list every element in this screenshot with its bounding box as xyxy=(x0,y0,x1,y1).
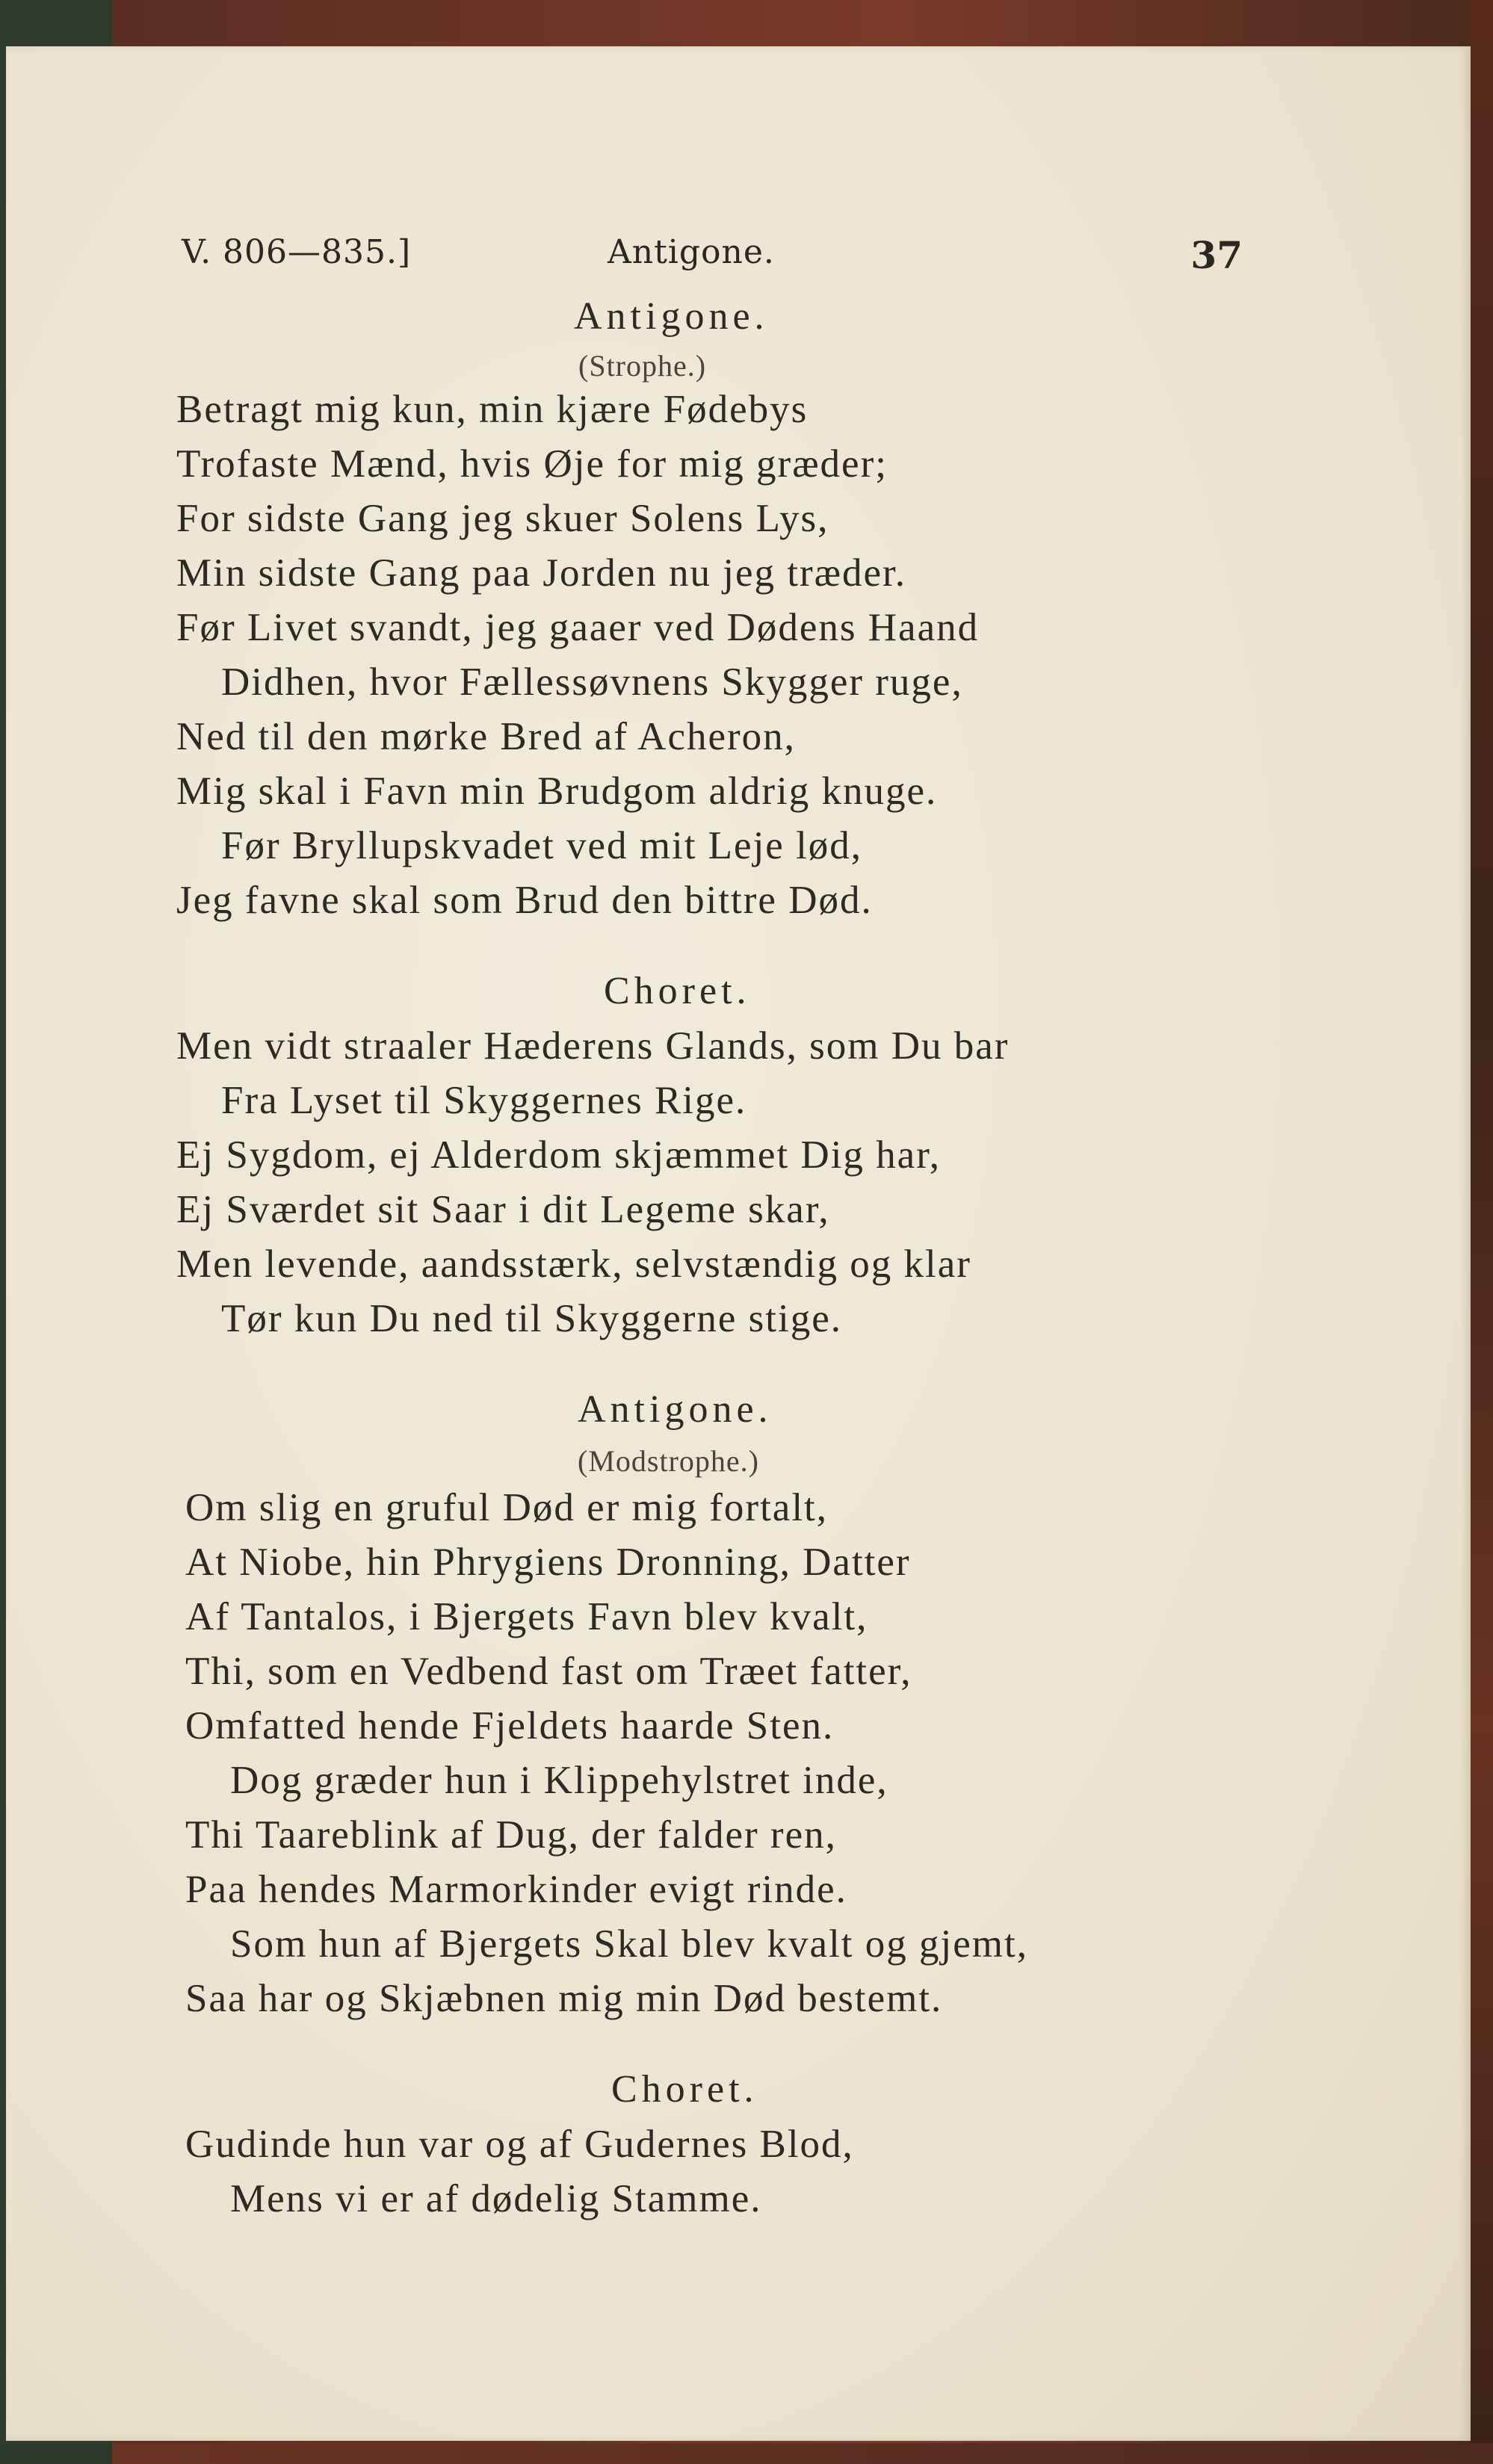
verse-line: Før Livet svandt, jeg gaaer ved Dødens Haand xyxy=(176,606,980,649)
verse-line: Mens vi er af dødelig Stamme. xyxy=(230,2177,762,2220)
verse-line: Ned til den mørke Bred af Acheron, xyxy=(176,715,796,758)
verse-line: Didhen, hvor Fællessøvnens Skygger ruge, xyxy=(221,660,963,704)
verse-line: For sidste Gang jeg skuer Solens Lys, xyxy=(176,497,829,540)
verse-line: Jeg favne skal som Brud den bittre Død. xyxy=(176,879,873,922)
stage-direction: (Strophe.) xyxy=(578,349,707,383)
verse-line: Min sidste Gang paa Jorden nu jeg træder. xyxy=(176,551,906,595)
stage-direction: (Modstrophe.) xyxy=(578,1444,759,1478)
verse-line: Før Bryllupskvadet ved mit Leje lød, xyxy=(221,824,863,867)
speaker-heading: Antigone. xyxy=(574,295,769,338)
verse-line: Men vidt straaler Hæderens Glands, som Du bar xyxy=(176,1024,1010,1068)
verse-line: Ej Sværdet sit Saar i dit Legeme skar, xyxy=(176,1188,830,1231)
speaker-heading: Choret. xyxy=(604,970,751,1012)
page-number: 37 xyxy=(1190,233,1243,277)
verse-line: Thi, som en Vedbend fast om Træet fatter, xyxy=(185,1650,912,1693)
book-spine-edge xyxy=(1471,0,1493,2464)
verse-line: At Niobe, hin Phrygiens Dronning, Datter xyxy=(185,1541,911,1584)
verse-line: Saa har og Skjæbnen mig min Død bestemt. xyxy=(185,1977,943,2020)
book-page xyxy=(6,46,1471,2441)
verse-line: Omfatted hende Fjeldets haarde Sten. xyxy=(185,1704,835,1748)
verse-line: Som hun af Bjergets Skal blev kvalt og gjemt, xyxy=(230,1922,1028,1966)
verse-line: Thi Taareblink af Dug, der falder ren, xyxy=(185,1813,837,1857)
speaker-heading: Choret. xyxy=(611,2068,758,2111)
verse-line: Betragt mig kun, min kjære Fødebys xyxy=(176,388,809,431)
verse-range: V. 806—835.] xyxy=(182,233,412,271)
verse-line: Trofaste Mænd, hvis Øje for mig græder; xyxy=(176,442,888,486)
verse-line: Men levende, aandsstærk, selvstændig og klar xyxy=(176,1242,971,1286)
verse-line: Gudinde hun var og af Gudernes Blod, xyxy=(185,2123,854,2166)
verse-line: Af Tantalos, i Bjergets Favn blev kvalt, xyxy=(185,1595,868,1638)
verse-line: Paa hendes Marmorkinder evigt rinde. xyxy=(185,1868,847,1911)
book-bottom-edge xyxy=(0,2443,1493,2464)
verse-line: Om slig en gruful Død er mig fortalt, xyxy=(185,1486,829,1529)
running-title: Antigone. xyxy=(608,233,775,271)
verse-line: Mig skal i Favn min Brudgom aldrig knuge. xyxy=(176,770,938,813)
speaker-heading: Antigone. xyxy=(578,1388,773,1431)
verse-line: Ej Sygdom, ej Alderdom skjæmmet Dig har, xyxy=(176,1133,941,1177)
verse-line: Fra Lyset til Skyggernes Rige. xyxy=(221,1079,747,1122)
verse-line: Tør kun Du ned til Skyggerne stige. xyxy=(221,1297,843,1340)
verse-line: Dog græder hun i Klippehylstret inde, xyxy=(230,1759,888,1802)
running-header xyxy=(182,233,1243,278)
